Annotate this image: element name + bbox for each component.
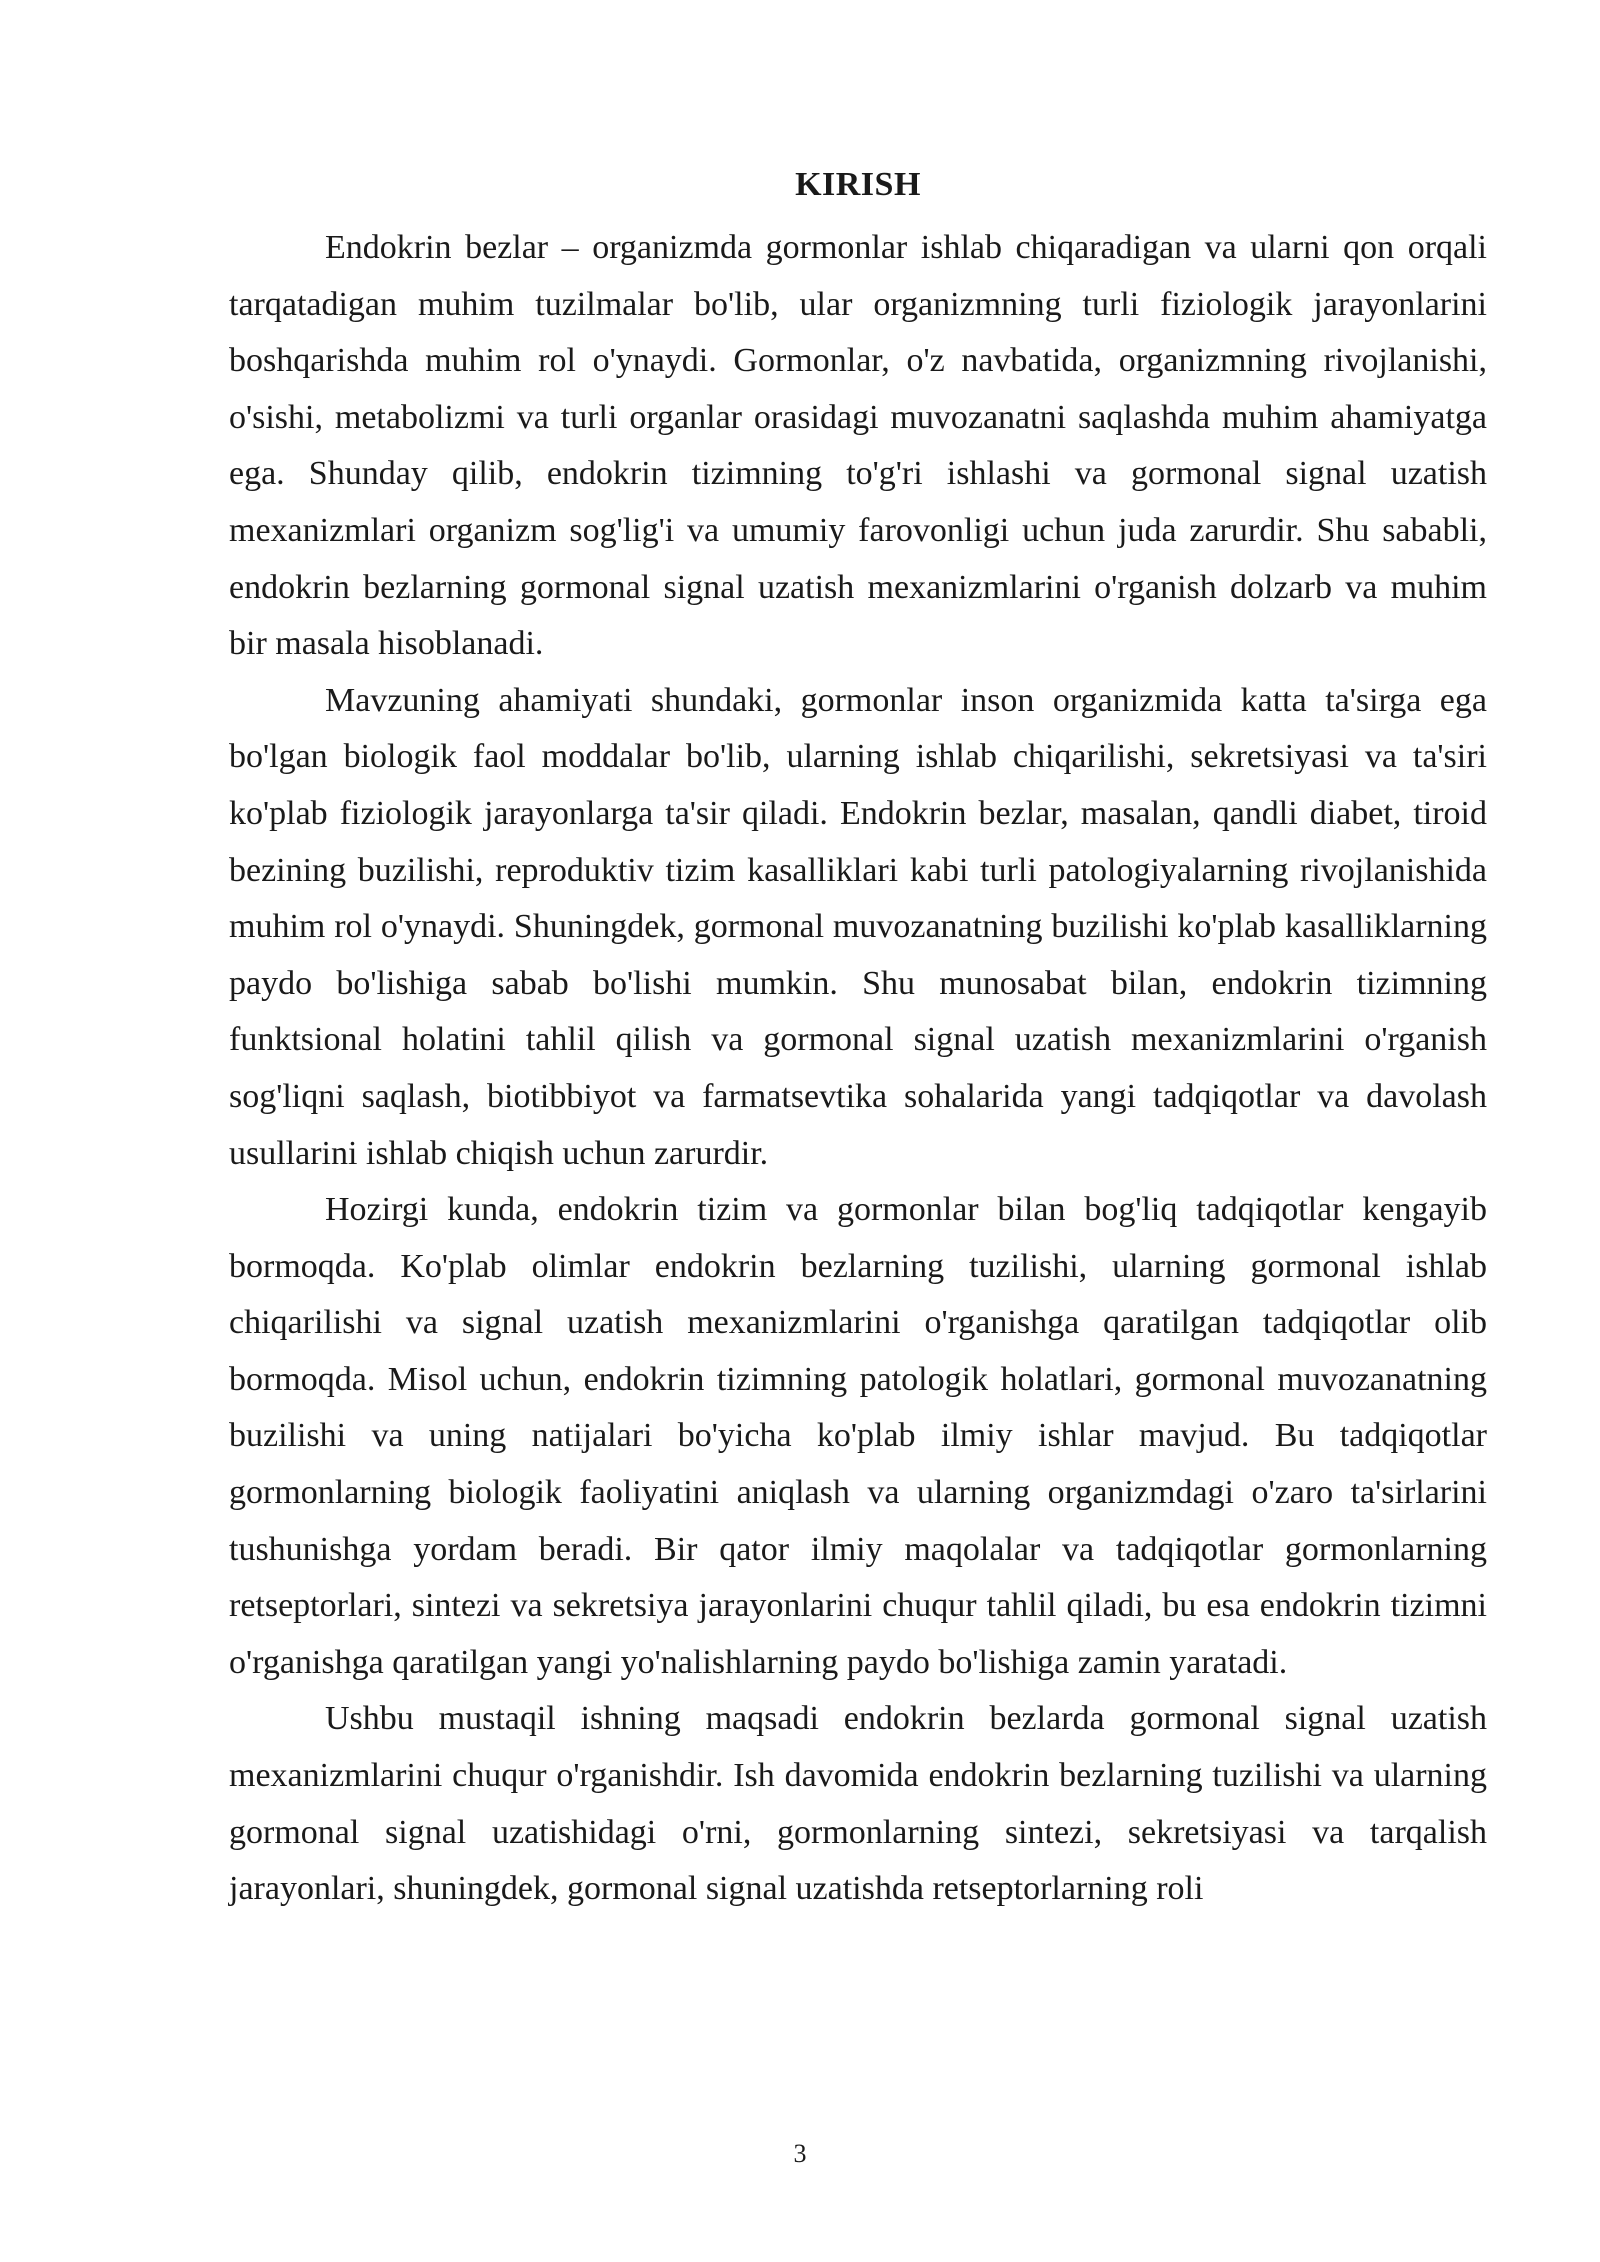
page-number: 3 [793, 2139, 807, 2168]
paragraph-2: Mavzuning ahamiyati shundaki, gormonlar inson organizmida katta ta'sirga ega bo'lgan biologik faol moddalar bo'lib, ularning ishlab chiqarilishi, sekretsiyasi va ta'siri ko'plab fiziologik jarayonlarga ta'sir qiladi. Endokrin bezlar, masalan, qandli diabet, tiroid bezining buzilishi, reproduktiv tizim kasalliklari kabi turli patologiyalarning rivojlanishida muhim rol o'ynaydi. Shuningdek, gormonal muvozanatning buzilishi ko'plab kasalliklarning paydo bo'lishiga sabab bo'lishi mumkin. Shu munosabat bilan, endokrin tizimning funktsional holatini tahlil qilish va gormonal signal uzatish mexanizmlarini o'rganish sog'liqni saqlash, biotibbiyot va farmatsevtika sohalarida yangi tadqiqotlar va davolash usullarini ishlab chiqish uchun zarurdir. [229, 681, 1487, 1172]
paragraph-1: Endokrin bezlar – organizmda gormonlar ishlab chiqaradigan va ularni qon orqali tarqatadigan muhim tuzilmalar bo'lib, ular organizmning turli fiziologik jarayonlarini boshqarishda muhim rol o'ynaydi. Gormonlar, o'z navbatida, organizmning rivojlanishi, o'sishi, metabolizmi va turli organlar orasidagi muvozanatni saqlashda muhim ahamiyatga ega. Shunday qilib, endokrin tizimning to'g'ri ishlashi va gormonal signal uzatish mexanizmlari organizm sog'lig'i va umumiy farovonligi uchun juda zarurdir. Shu sababli, endokrin bezlarning gormonal signal uzatish mexanizmlarini o'rganish dolzarb va muhim bir masala hisoblanadi. [229, 229, 1487, 663]
paragraph-3: Hozirgi kunda, endokrin tizim va gormonlar bilan bog'liq tadqiqotlar kengayib bormoqda. Ko'plab olimlar endokrin bezlarning tuzilishi, ularning gormonal ishlab chiqarilishi va signal uzatish mexanizmlarini o'rganishga qaratilgan tadqiqotlar olib bormoqda. Misol uchun, endokrin tizimning patologik holatlari, gormonal muvozanatning buzilishi va uning natijalari bo'yicha ko'plab ilmiy ishlar mavjud. Bu tadqiqotlar gormonlarning biologik faoliyatini aniqlash va ularning organizmdagi o'zaro ta'sirlarini tushunishga yordam beradi. Bir qator ilmiy maqolalar va tadqiqotlar gormonlarning retseptorlari, sintezi va sekretsiya jarayonlarini chuqur tahlil qiladi, bu esa endokrin tizimni o'rganishga qaratilgan yangi yo'nalishlarning paydo bo'lishiga zamin yaratadi. [229, 1191, 1487, 1681]
section-heading: KIRISH [795, 166, 921, 203]
page-content [229, 160, 1487, 1918]
paragraph-4: Ushbu mustaqil ishning maqsadi endokrin bezlarda gormonal signal uzatish mexanizmlarini chuqur o'rganishdir. Ish davomida endokrin bezlarning tuzilishi va ularning gormonal signal uzatishidagi o'rni, gormonlarning sintezi, sekretsiyasi va tarqalish jarayonlari, shuningdek, gormonal signal uzatishda retseptorlarning roli [229, 1700, 1487, 1908]
